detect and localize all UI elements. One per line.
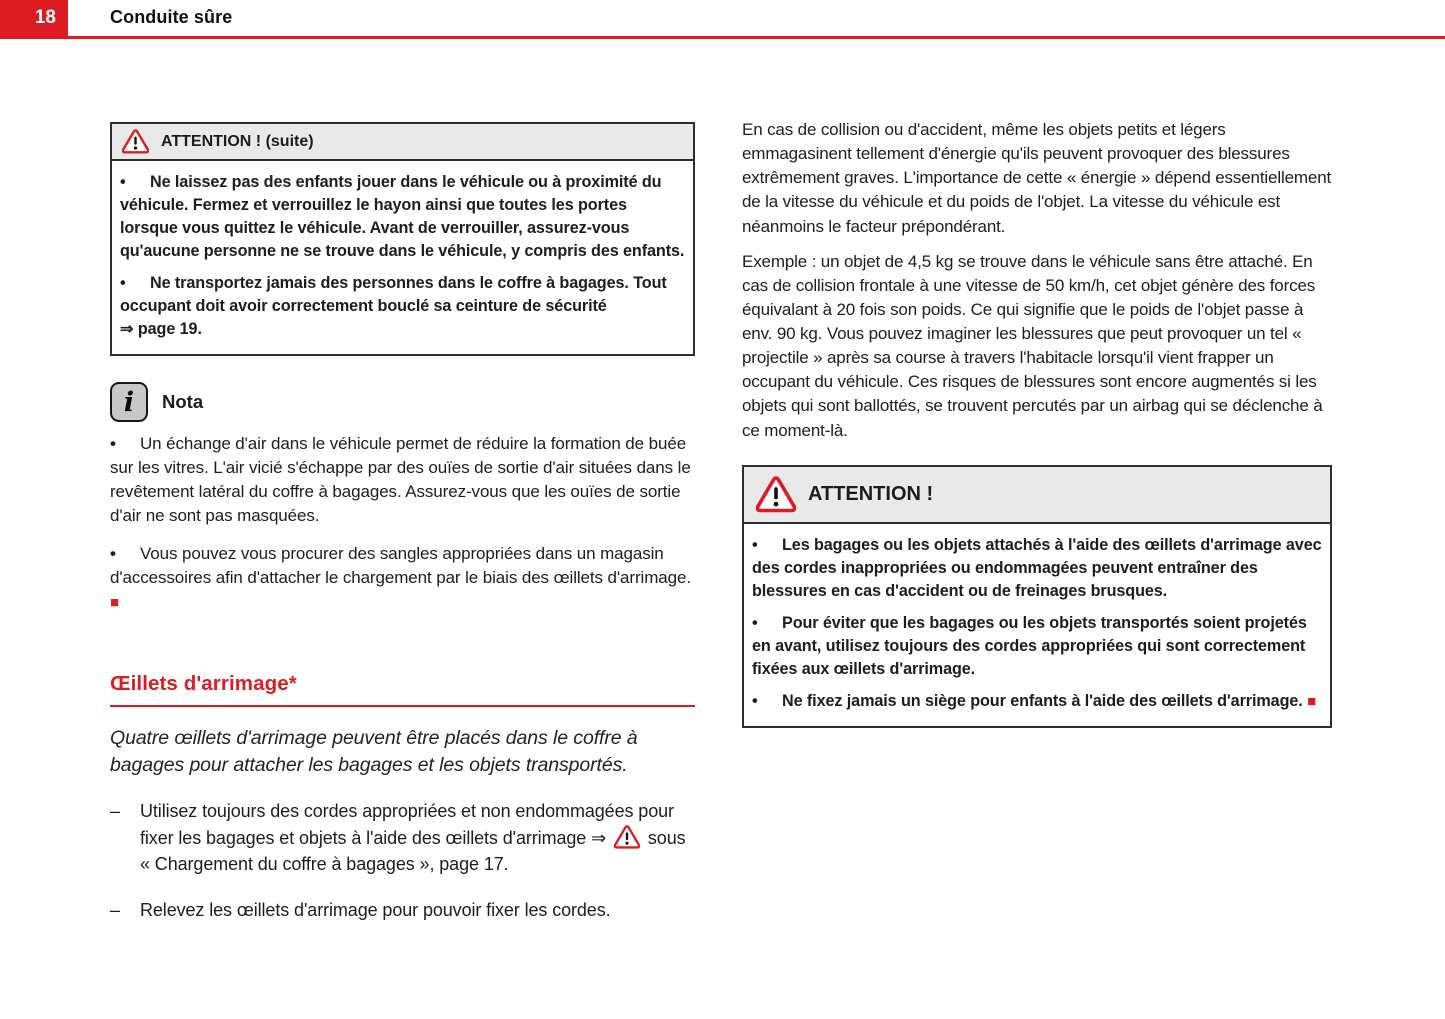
section-end-marker: ■ xyxy=(1307,692,1317,710)
attention-box-continued xyxy=(110,122,695,356)
chapter-title: Conduite sûre xyxy=(110,7,233,27)
instruction-item: – Relevez les œillets d'arrimage pour pouvoir fixer les cordes. xyxy=(110,898,695,924)
attention-box-body xyxy=(112,161,693,354)
section-lead: Quatre œillets d'arrimage peuvent être placés dans le coffre à bagages pour attacher les bagages et les objets transportés. xyxy=(110,726,638,777)
dash-glyph: – xyxy=(110,900,120,921)
attention-box-header xyxy=(112,124,693,161)
right-column xyxy=(742,118,1332,728)
attention-bullet: • Ne transportez jamais des personnes dans le coffre à bagages. Tout occupant doit avoir correctement bouclé sa ceinture de sécurité ⇒ page 19. xyxy=(120,274,667,338)
attention-box-body xyxy=(744,524,1330,726)
bullet-glyph: • xyxy=(752,691,758,710)
warning-triangle-icon xyxy=(756,476,796,513)
bullet-glyph: • xyxy=(752,613,758,632)
bullet-glyph: • xyxy=(120,274,126,292)
attention-box-title: ATTENTION ! (suite) xyxy=(161,132,314,150)
body-paragraph: Exemple : un objet de 4,5 kg se trouve dans le véhicule sans être attaché. En cas de collision frontale à une vitesse de 50 km/h, cet objet génère des forces équivalant à 20 fois son poids. Ce qui signifie que le poids de l'objet passe à env. 90 kg. Vous pouvez imaginer les blessures que peut provoquer un tel « projectile » après sa course à travers l'habitacle lorsqu'il vient frapper un occupant du véhicule. Ces risques de blessures sont encore augmentés si les objets qui sont ballottés, se trouvent percutés par un airbag qui se déclenche à ce moment-là. xyxy=(742,251,1323,440)
attention-bullet: • Ne laissez pas des enfants jouer dans le véhicule ou à proximité du véhicule. Fermez et verrouillez le hayon ainsi que toutes les portes lorsque vous quittez le véhicule. Avant de verrouiller, assurez-vous qu'aucune personne ne se trouve dans le véhicule, y compris des enfants. xyxy=(120,173,685,260)
warning-triangle-icon xyxy=(122,129,149,154)
body-paragraph: En cas de collision ou d'accident, même les objets petits et légers emmagasinent tellement d'énergie qu'ils peuvent provoquer des blessures extrêmement graves. L'importance de cette « énergie » dépend essentiellement de la vitesse du véhicule et du poids de l'objet. La vitesse du véhicule est néanmoins le facteur prépondérant. xyxy=(742,120,1332,236)
bullet-glyph: • xyxy=(110,434,116,453)
nota-header xyxy=(110,382,695,422)
instruction-item: – Utilisez toujours des cordes appropriées et non endommagées pour fixer les bagages et objets à l'aide des œillets d'arrimage ⇒ sous « Chargement du coffre à bagages », page 17. xyxy=(110,799,695,878)
page-reference: ⇒ page 19. xyxy=(120,320,202,338)
section-end-marker: ■ xyxy=(110,593,119,611)
attention-bullet: • Ne fixez jamais un siège pour enfants à l'aide des œillets d'arrimage. ■ xyxy=(752,690,1322,713)
page-number-box xyxy=(0,0,68,36)
bullet-glyph: • xyxy=(110,543,116,563)
nota-bullet: • Vous pouvez vous procurer des sangles appropriées dans un magasin d'accessoires afin d'attacher le chargement par le biais des œillets d'arrimage. ■ xyxy=(110,543,691,611)
attention-bullet: • Pour éviter que les bagages ou les objets transportés soient projetés en avant, utilisez toujours des cordes appropriées qui sont correctement fixées aux œillets d'arrimage. xyxy=(752,613,1307,678)
attention-box-header xyxy=(744,467,1330,524)
nota-title: Nota xyxy=(162,391,204,412)
attention-bullet: • Les bagages ou les objets attachés à l'aide des œillets d'arrimage avec des cordes inappropriées ou endommagées peuvent entraîner des blessures en cas d'accident ou de freinages brusques. xyxy=(752,535,1322,600)
bullet-glyph: • xyxy=(752,535,758,554)
attention-box-title: ATTENTION ! xyxy=(808,482,934,505)
header-rule xyxy=(0,36,1445,39)
dash-glyph: – xyxy=(110,801,120,822)
bullet-glyph: • xyxy=(120,173,126,191)
attention-box xyxy=(742,465,1332,728)
page-number: 18 xyxy=(34,7,56,28)
warning-triangle-icon xyxy=(614,825,640,849)
info-icon: i xyxy=(110,382,148,422)
nota-bullet: • Un échange d'air dans le véhicule permet de réduire la formation de buée sur les vitres. L'air vicié s'échappe par des ouïes de sortie d'air situées dans le revêtement latéral du coffre à bagages. Assurez-vous que les ouïes de sortie d'air ne sont pas masquées. xyxy=(110,434,691,526)
section-heading: Œillets d'arrimage* xyxy=(110,672,695,707)
left-column xyxy=(110,122,695,924)
